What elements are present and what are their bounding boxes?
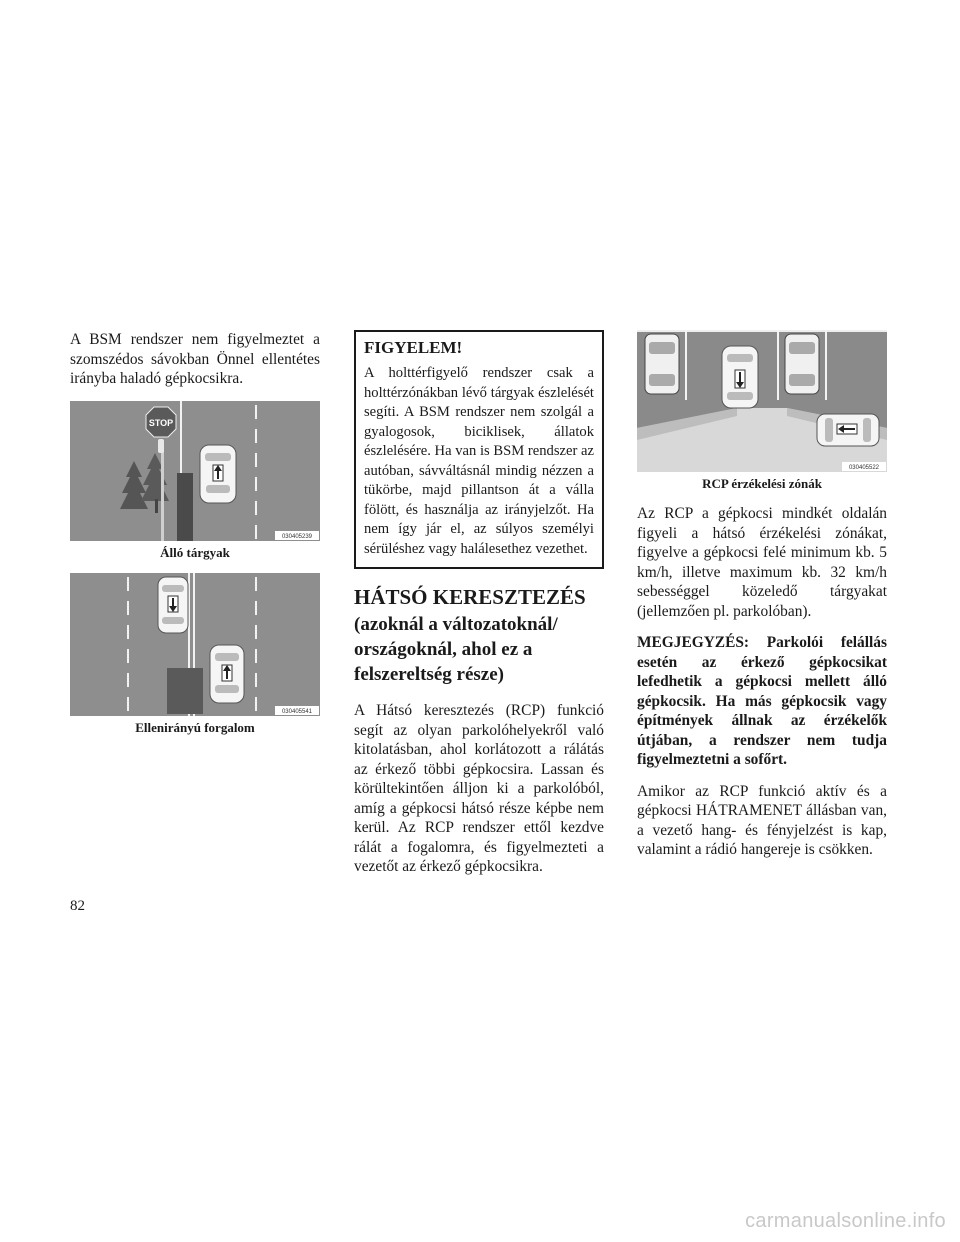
note-paragraph: MEGJEGYZÉS: Parkolói felállás esetén az érkező gépkocsikat lefedhetik a gépkocsi mellett álló gépkocsik. Ha más gépkocsik vagy építmények állnak az érzékelők útjában, a rendszer nem tudja figyelmeztetni a sofőrt. xyxy=(637,634,887,768)
rcp-zones-illustration xyxy=(637,330,887,472)
figure-caption: RCP érzékelési zónák xyxy=(702,476,822,491)
stationary-objects-illustration xyxy=(70,401,320,541)
rcp-intro-paragraph: A Hátsó keresztezés (RCP) funkció segít az olyan parkolóhelyekről való kitolatásban, ahol korlátozott a rálátás az érkező többi gépkocsira. Lassan és körültekintően álljon ki a parkolóból, amíg a gépkocsi hátsó része képbe nem kerül. Az RCP rendszer ettől kezdve rálát a fogalomra, és figyelmezteti a vezetőt az érkező gépkocsikra. xyxy=(354,702,604,875)
figure-caption: Ellenirányú forgalom xyxy=(135,719,255,735)
reverse-gear-paragraph: Amikor az RCP funkció aktív és a gépkocsi HÁTRAMENET állásban van, a vezető hang- és fényjelzést is kap, valamint a rádió hangereje is csökken. xyxy=(637,782,887,858)
section-subheading: (azoknál a változatoknál/ országoknál, ahol ez a felszereltség része) xyxy=(354,614,558,685)
figure-caption: Álló tárgyak xyxy=(160,544,230,560)
section-heading: HÁTSÓ KERESZTEZÉS xyxy=(354,585,586,609)
stop-sign-text: STOP xyxy=(148,417,174,428)
figure-stationary-objects xyxy=(70,401,320,561)
figure-code: 030405522 xyxy=(848,465,880,471)
warning-title: FIGYELEM! xyxy=(364,338,463,357)
warning-text: A holttérfigyelő rendszer csak a holttérzónákban lévő tárgyak észlelését segíti. A BSM rendszer nem szolgál a gyalogosok, biciklisek, állatok észlelésére. Ha van is BSM rendszer az autóban, sávváltásnál mindig nézzen a tükörbe, majd pillantson át a válla fölött, és használja az irányjelzőt. Ha nem így jár el, az súlyos személyi sérüléshez vagy halálesethez vezethet. xyxy=(364,365,594,557)
intro-paragraph: A BSM rendszer nem figyelmeztet a szomszédos sávokban Önnel ellentétes irányba haladó gépkocsikra. xyxy=(70,331,320,387)
page-number: 82 xyxy=(70,898,85,914)
column-middle xyxy=(354,330,604,889)
figure-code: 030405541 xyxy=(281,708,313,715)
column-left xyxy=(70,330,320,748)
rcp-zones-paragraph: Az RCP a gépkocsi mindkét oldalán figyeli a hátsó érzékelési zónákat, figyelve a gépkocsi felé minimum kb. 5 km/h, illetve maximum kb. 32 km/h sebességgel közeledő tárgyakat (jellemzően pl. parkolóban). xyxy=(637,505,887,620)
figure-oncoming-traffic xyxy=(70,573,320,736)
figure-rcp-zones xyxy=(637,330,887,492)
oncoming-traffic-illustration xyxy=(70,573,320,716)
column-right xyxy=(637,330,887,872)
warning-box xyxy=(354,330,604,569)
figure-code: 030405239 xyxy=(281,533,313,540)
watermark: carmanualsonline.info xyxy=(745,1210,946,1232)
